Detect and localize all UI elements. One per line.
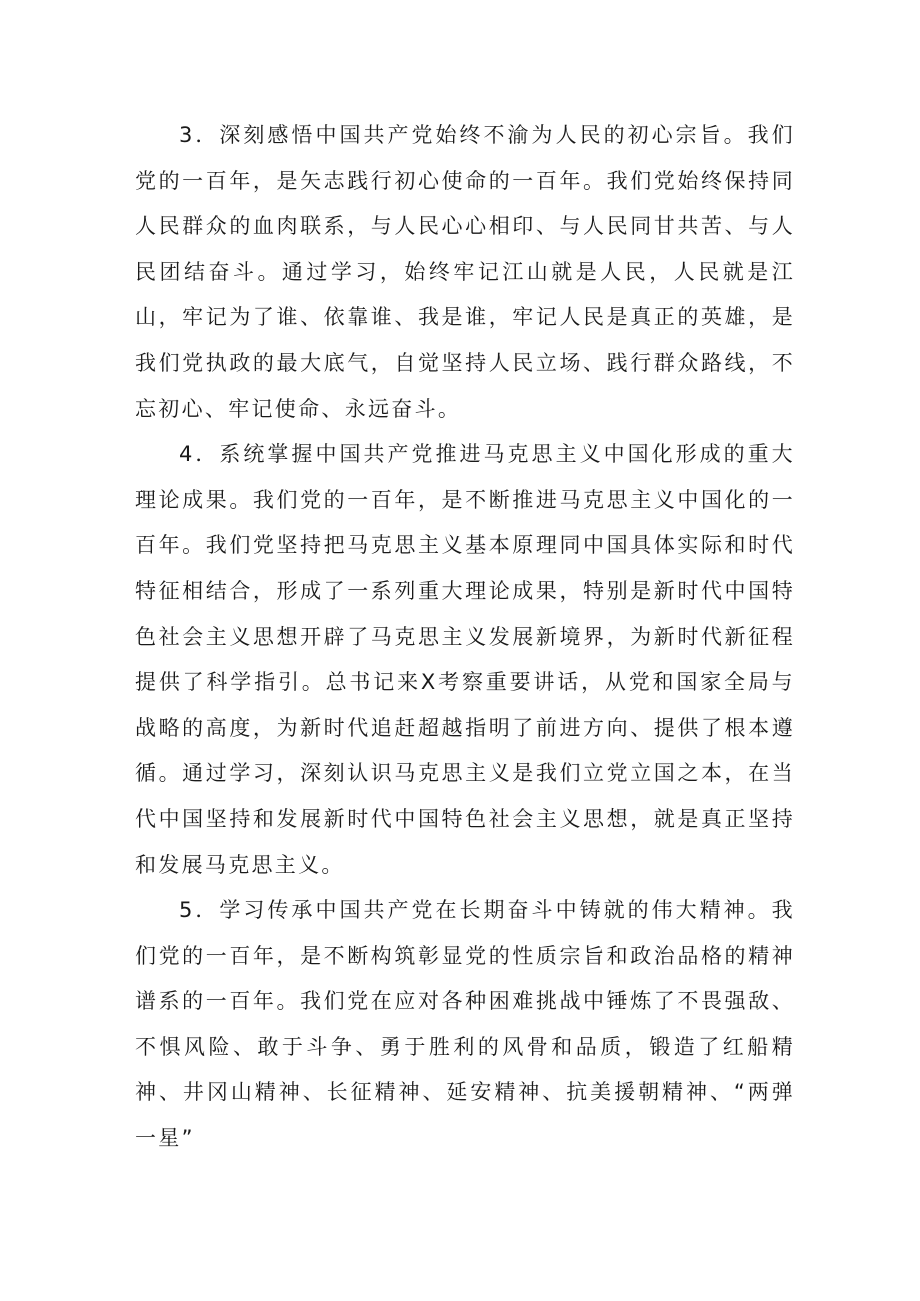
paragraph-5: 5．学习传承中国共产党在长期奋斗中铸就的伟大精神。我们党的一百年，是不断构筑彰显党的性质宗旨和政治品格的精神谱系的一百年。我们党在应对各种困难挑战中锤炼了不畏强敌、不惧风险、敢于斗争、勇于胜利的风骨和品质，锻造了红船精神、井冈山精神、长征精神、延安精神、抗美援朝精神、“两弹一星” [135,898,795,1151]
paragraph-4: 4．系统掌握中国共产党推进马克思主义中国化形成的重大理论成果。我们党的一百年，是不断推进马克思主义中国化的一百年。我们党坚持把马克思主义基本原理同中国具体实际和时代特征相结合，形成了一系列重大理论成果，特别是新时代中国特色社会主义思想开辟了马克思主义发展新境界，为新时代新征程提供了科学指引。总书记来X考察重要讲话，从党和国家全局与战略的高度，为新时代追赶超越指明了前进方向、提供了根本遵循。通过学习，深刻认识马克思主义是我们立党立国之本，在当代中国坚持和发展新时代中国特色社会主义思想，就是真正坚持和发展马克思主义。 [135,442,795,877]
paragraph-3: 3．深刻感悟中国共产党始终不渝为人民的初心宗旨。我们党的一百年，是矢志践行初心使命的一百年。我们党始终保持同人民群众的血肉联系，与人民心心相印、与人民同甘共苦、与人民团结奋斗。通过学习，始终牢记江山就是人民，人民就是江山，牢记为了谁、依靠谁、我是谁，牢记人民是真正的英雄，是我们党执政的最大底气，自觉坚持人民立场、践行群众路线，不忘初心、牢记使命、永远奋斗。 [135,123,795,421]
document-body [135,113,795,1162]
